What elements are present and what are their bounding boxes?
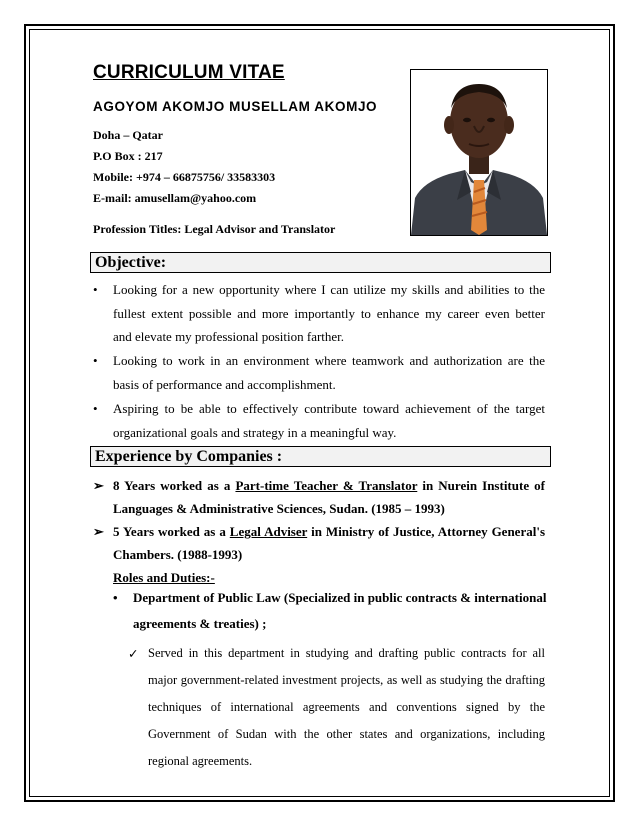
arrow-bullet-icon: ➢ — [93, 478, 104, 493]
job-summary — [113, 524, 545, 540]
job-prefix: 8 Years worked as a — [113, 478, 236, 493]
bullet-icon: • — [93, 282, 98, 297]
arrow-bullet-icon: ➢ — [93, 524, 104, 539]
check-icon: ✓ — [128, 647, 139, 661]
objective-text: Aspiring to be able to effectively contribute toward achievement of the target — [113, 401, 545, 416]
job-prefix: 5 Years worked as a — [113, 524, 230, 539]
objective-text: basis of performance and accomplishment. — [113, 377, 336, 392]
objective-text: and elevate my professional position farther. — [113, 329, 345, 344]
duty-text: techniques of international agreements and conventions signed by the — [148, 700, 545, 714]
objective-text: fullest extent possible and more importantly to enhance my career even better — [113, 306, 545, 321]
location: Doha – Qatar — [93, 128, 163, 142]
job-details: Languages & Administrative Sciences, Sudan. (1985 – 1993) — [113, 501, 445, 516]
objective-text: Looking to work in an environment where teamwork and authorization are the — [113, 353, 545, 368]
experience-heading: Experience by Companies : — [90, 446, 551, 467]
job-role: Legal Adviser — [229, 524, 308, 539]
job-employer: in Ministry of Justice, Attorney General's — [307, 524, 545, 539]
roles-heading: Roles and Duties:- — [113, 570, 215, 585]
profile-photo — [410, 69, 548, 236]
po-box: P.O Box : 217 — [93, 149, 163, 163]
email: E-mail: amusellam@yahoo.com — [93, 191, 257, 205]
job-role: Part-time Teacher & Translator — [235, 478, 418, 493]
job-employer: in Nurein Institute of — [417, 478, 546, 493]
objective-heading: Objective: — [90, 252, 551, 273]
job-details: Chambers. (1988-1993) — [113, 547, 243, 562]
document-title: CURRICULUM VITAE — [93, 62, 285, 83]
bullet-icon: • — [93, 353, 98, 368]
profession-titles: Profession Titles: Legal Advisor and Translator — [93, 222, 336, 236]
mobile: Mobile: +974 – 66875756/ 33583303 — [93, 170, 276, 184]
bullet-icon: • — [93, 401, 98, 416]
candidate-name: AGOYOM AKOMJO MUSELLAM AKOMJO — [93, 99, 378, 114]
duty-text: Served in this department in studying and drafting public contracts for all — [148, 646, 545, 660]
duty-text: major government-related investment projects, as well as studying the drafting — [148, 673, 545, 687]
objective-text: organizational goals and strategy in a meaningful way. — [113, 425, 397, 440]
department-text: agreements & treaties) ; — [133, 616, 267, 631]
duty-text: regional agreements. — [148, 754, 253, 768]
objective-text: Looking for a new opportunity where I can utilize my skills and abilities to the — [113, 282, 545, 297]
duty-text: Government of Sudan with the other states and organizations, including — [148, 727, 545, 741]
department-text: Department of Public Law (Specialized in public contracts & international — [133, 590, 547, 605]
roles-heading-wrap — [113, 570, 545, 586]
job-summary — [113, 478, 545, 494]
bullet-icon: • — [113, 590, 118, 605]
